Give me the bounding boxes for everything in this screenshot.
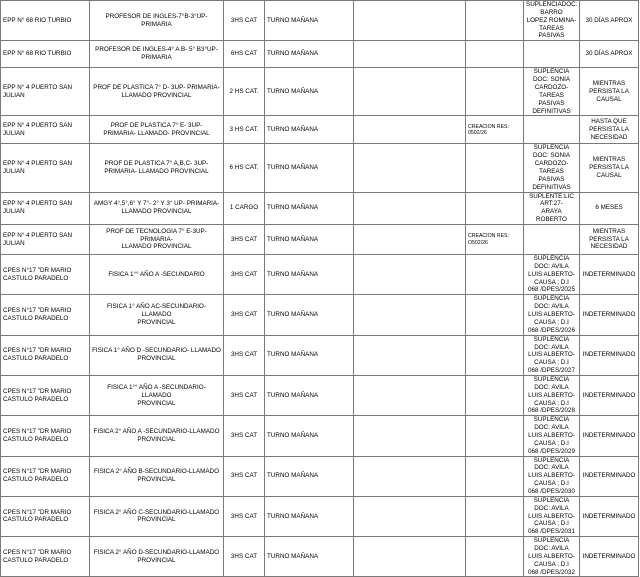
resolution-cell xyxy=(354,41,466,68)
substitution-cell xyxy=(466,496,524,536)
substitution-cell xyxy=(466,144,524,192)
school-cell: EPP N° 4 PUERTO SAN JULIAN xyxy=(1,68,90,116)
table-row xyxy=(1,375,639,415)
substitution-cell xyxy=(466,255,524,295)
school-cell: CPES N°17 "DR MARIO CASTULO PARADELO xyxy=(1,335,90,375)
extra-cell: SUPLENCIA DOC: AVILA LUIS ALBERTO-CAUSA ; D.I 068 /DPES/2031 xyxy=(524,496,580,536)
table-row xyxy=(1,68,639,116)
duration-cell: INDETERMINADO xyxy=(580,456,639,496)
extra-cell: SUPLENCIA DOC: AVILA LUIS ALBERTO-CAUSA ; D.I 068 /DPES/2026 xyxy=(524,295,580,335)
duration-cell: HASTA QUE PERSISTA LA NECESIDAD xyxy=(580,116,639,144)
extra-cell: SUPLENCIA DOC: AVILA LUIS ALBERTO-CAUSA ; D.I 068 /DPES/2030 xyxy=(524,456,580,496)
shift-cell: TURNO MAÑANA xyxy=(265,537,354,577)
hours-cell: 3HS CAT xyxy=(224,225,265,255)
shift-cell: TURNO MAÑANA xyxy=(265,68,354,116)
position-cell: PROF DE PLASTICA 7° D- 3UP- PRIMARIA- LLAMADO PROVINCIAL xyxy=(90,68,224,116)
resolution-cell xyxy=(354,1,466,41)
hours-cell: 6 HS CAT. xyxy=(224,144,265,192)
position-cell: PROF DE PLASTICA 7° A,B,C- 3UP- PRIMARIA- LLAMADO PROVINCIAL xyxy=(90,144,224,192)
duration-cell: INDETERMINADO xyxy=(580,416,639,456)
resolution-cell xyxy=(354,116,466,144)
extra-cell: SUPLENCIA DOC: AVILA LUIS ALBERTO-CAUSA ; D.I 068 /DPES/2025 xyxy=(524,255,580,295)
school-cell: CPES N°17 "DR MARIO CASTULO PARADELO xyxy=(1,416,90,456)
hours-cell: 3HS CAT xyxy=(224,335,265,375)
substitution-cell xyxy=(466,537,524,577)
extra-cell xyxy=(524,41,580,68)
position-cell: FISICA 1° AÑO D -SECUNDARIO- LLAMADO PROVINCIAL xyxy=(90,335,224,375)
school-cell: CPES N°17 "DR MARIO CASTULO PARADELO xyxy=(1,255,90,295)
resolution-cell xyxy=(354,255,466,295)
position-cell: PROFESOR DE INGLES-7°B-3°UP- PRIMARIA xyxy=(90,1,224,41)
shift-cell: TURNO MAÑANA xyxy=(265,1,354,41)
substitution-cell xyxy=(466,456,524,496)
shift-cell: TURNO MAÑANA xyxy=(265,225,354,255)
table-row xyxy=(1,192,639,224)
extra-cell: SUPLENCIA DOC: AVILA LUIS ALBERTO-CAUSA ; D.I 068 /DPES/2028 xyxy=(524,375,580,415)
duration-cell: 30 DÍAS APROX xyxy=(580,41,639,68)
duration-cell: MIENTRAS PERSISTA LA CAUSAL xyxy=(580,144,639,192)
table-row xyxy=(1,144,639,192)
shift-cell: TURNO MAÑANA xyxy=(265,192,354,224)
substitution-cell xyxy=(466,192,524,224)
extra-cell: SUPLENTE:LIC ART:27- ARAYA ROBERTO xyxy=(524,192,580,224)
hours-cell: 2 HS CAT. xyxy=(224,68,265,116)
resolution-cell xyxy=(354,225,466,255)
substitution-cell xyxy=(466,335,524,375)
hours-cell: 3HS CAT xyxy=(224,416,265,456)
position-cell: FISICA 1°° AÑO A -SECUNDARIO xyxy=(90,255,224,295)
resolution-cell xyxy=(354,144,466,192)
shift-cell: TURNO MAÑANA xyxy=(265,416,354,456)
table-row xyxy=(1,116,639,144)
substitution-cell xyxy=(466,41,524,68)
resolution-cell xyxy=(354,68,466,116)
hours-cell: 3 HS CAT. xyxy=(224,116,265,144)
resolution-cell xyxy=(354,416,466,456)
shift-cell: TURNO MAÑANA xyxy=(265,496,354,536)
resolution-cell xyxy=(354,192,466,224)
extra-cell: SUPLENCIA DOC: AVILA LUIS ALBERTO-CAUSA ; D.I 068 /DPES/2029 xyxy=(524,416,580,456)
substitution-cell xyxy=(466,68,524,116)
hours-cell: 6HS CAT xyxy=(224,41,265,68)
extra-cell: SUPLENCIA DOC: SONIA CARDOZO- TAREAS PASIVAS DEFINITIVAS xyxy=(524,68,580,116)
duration-cell: INDETERMINADO xyxy=(580,496,639,536)
hours-cell: 3HS CAT xyxy=(224,295,265,335)
duration-cell: INDETERMINADO xyxy=(580,375,639,415)
duration-cell: MIENTRAS PERSISTA LA CAUSAL xyxy=(580,68,639,116)
resolution-cell xyxy=(354,496,466,536)
table-body xyxy=(1,1,639,577)
substitution-cell xyxy=(466,416,524,456)
school-cell: EPP N° 4 PUERTO SAN JULIAN xyxy=(1,116,90,144)
hours-cell: 3HS CAT xyxy=(224,456,265,496)
table-row xyxy=(1,496,639,536)
extra-cell xyxy=(524,225,580,255)
resolution-cell xyxy=(354,537,466,577)
hours-cell: 3HS CAT xyxy=(224,375,265,415)
resolution-cell xyxy=(354,375,466,415)
shift-cell: TURNO MAÑANA xyxy=(265,255,354,295)
table-row xyxy=(1,335,639,375)
hours-cell: 3HS CAT xyxy=(224,1,265,41)
duration-cell: INDETERMINADO xyxy=(580,295,639,335)
table-row xyxy=(1,1,639,41)
position-cell: AMGY 4°,5°,6° Y 7°- 2° Y 3° UP- PRIMARIA- LLAMADO PROVINCIAL xyxy=(90,192,224,224)
extra-cell xyxy=(524,116,580,144)
school-cell: CPES N°17 "DR MARIO CASTULO PARADELO xyxy=(1,375,90,415)
school-cell: EPP N° 68 RIO TURBIO xyxy=(1,41,90,68)
position-cell: FISICA 2° AÑO B-SECUNDARIO-LLAMADO PROVINCIAL xyxy=(90,456,224,496)
duration-cell: 30 DÍAS APROX xyxy=(580,1,639,41)
position-cell: FISICA 2° AÑO C-SECUNDARIO-LLAMADO PROVINCIAL xyxy=(90,496,224,536)
school-cell: CPES N°17 "DR MARIO CASTULO PARADELO xyxy=(1,456,90,496)
table-row xyxy=(1,255,639,295)
duration-cell: INDETERMINADO xyxy=(580,255,639,295)
extra-cell: SUPLENCIA DOC: AVILA LUIS ALBERTO-CAUSA ; D.I 068 /DPES/2027 xyxy=(524,335,580,375)
table-row xyxy=(1,295,639,335)
position-cell: PROF DE PLASTICA 7° E- 3UP- PRIMARIA- LLAMADO- PROVINCIAL xyxy=(90,116,224,144)
table-row xyxy=(1,537,639,577)
hours-cell: 1 CARGO xyxy=(224,192,265,224)
position-cell: FISICA 2° AÑO A -SECUNDARIO-LLAMADO PROVINCIAL xyxy=(90,416,224,456)
position-cell: FISICA 2° AÑO D-SECUNDARIO-LLAMADO PROVINCIAL xyxy=(90,537,224,577)
school-cell: EPP N° 4 PUERTO SAN JULIAN xyxy=(1,225,90,255)
duration-cell: INDETERMINADO xyxy=(580,335,639,375)
school-cell: CPES N°17 "DR MARIO CASTULO PARADELO xyxy=(1,537,90,577)
shift-cell: TURNO MAÑANA xyxy=(265,116,354,144)
resolution-cell xyxy=(354,335,466,375)
school-cell: CPES N°17 "DR MARIO CASTULO PARADELO xyxy=(1,496,90,536)
shift-cell: TURNO MAÑANA xyxy=(265,456,354,496)
substitution-cell xyxy=(466,295,524,335)
substitution-cell xyxy=(466,375,524,415)
position-cell: PROFESOR DE INGLES-4° A B- 5° B3°UP- PRIMARIA xyxy=(90,41,224,68)
hours-cell: 3HS CAT xyxy=(224,496,265,536)
hours-cell: 3HS CAT xyxy=(224,537,265,577)
table-row xyxy=(1,456,639,496)
position-cell: FISICA 1° AÑO AC-SECUNDARIO- LLAMADO PROVINCIAL xyxy=(90,295,224,335)
table-row xyxy=(1,41,639,68)
school-cell: EPP N° 4 PUERTO SAN JULIAN xyxy=(1,144,90,192)
school-cell: EPP N° 68 RIO TURBIO xyxy=(1,1,90,41)
hours-cell: 3HS CAT xyxy=(224,255,265,295)
duration-cell: INDETERMINADO xyxy=(580,537,639,577)
shift-cell: TURNO MAÑANA xyxy=(265,295,354,335)
school-cell: CPES N°17 "DR MARIO CASTULO PARADELO xyxy=(1,295,90,335)
shift-cell: TURNO MAÑANA xyxy=(265,144,354,192)
resolution-cell xyxy=(354,456,466,496)
substitution-cell xyxy=(466,1,524,41)
shift-cell: TURNO MAÑANA xyxy=(265,335,354,375)
position-cell: PROF DE TECNOLOGIA 7° E-3UP-PRIMARIA- LLAMADO PROVINCIAL xyxy=(90,225,224,255)
school-cell: EPP N° 4 PUERTO SAN JULIAN xyxy=(1,192,90,224)
table-row xyxy=(1,225,639,255)
duration-cell: MIENTRAS PERSISTA LA NECESIDAD xyxy=(580,225,639,255)
position-cell: FISICA 1°° AÑO A -SECUNDARIO- LLAMADO PROVINCIAL xyxy=(90,375,224,415)
substitution-cell: CREACION RES: O502/26 xyxy=(466,225,524,255)
shift-cell: TURNO MAÑANA xyxy=(265,375,354,415)
extra-cell: SUPLENCIADOC: BARRO LOPEZ ROMINA- TAREAS PASIVAS xyxy=(524,1,580,41)
table-row xyxy=(1,416,639,456)
substitution-cell: CREACION RES: 0502/26 xyxy=(466,116,524,144)
duration-cell: 6 MESES xyxy=(580,192,639,224)
resolution-cell xyxy=(354,295,466,335)
extra-cell: SUPLENCIA DOC: SONIA CARDOZO- TAREAS PASIVAS DEFINITIVAS xyxy=(524,144,580,192)
shift-cell: TURNO MAÑANA xyxy=(265,41,354,68)
extra-cell: SUPLENCIA DOC: AVILA LUIS ALBERTO-CAUSA ; D.I 068 /DPES/2032 xyxy=(524,537,580,577)
